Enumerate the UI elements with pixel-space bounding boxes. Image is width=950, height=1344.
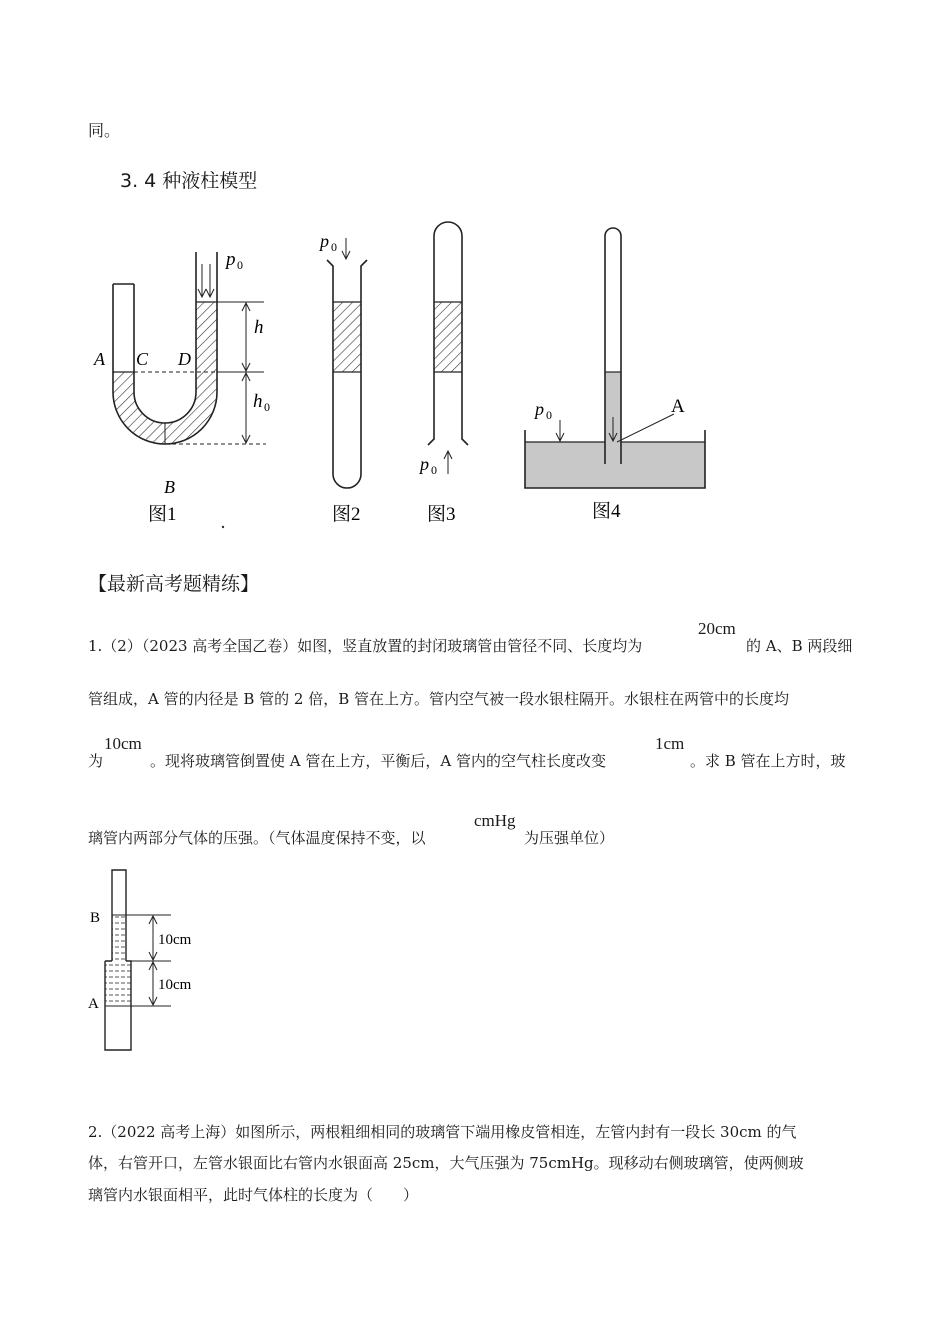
fig1-h-label: h <box>254 317 264 338</box>
q1-value-1cm: 1cm <box>655 734 685 753</box>
q1-fig-label-A: A <box>88 996 99 1012</box>
q1-line2: 管组成，A 管的内径是 B 管的 2 倍，B 管在上方。管内空气被一段水银柱隔开。水银柱在两管中的长度均 <box>88 690 790 708</box>
liquid-column-models-figure <box>86 212 726 537</box>
q1-line1a: 1.（2）（2023 高考全国乙卷）如图，竖直放置的封闭玻璃管由管径不同、长度均为 <box>88 637 643 655</box>
figure-3-inverted-tube <box>418 222 468 525</box>
fig4-p0-sub: 0 <box>546 408 552 422</box>
q1-value-10cm: 10cm <box>104 734 142 753</box>
q1-line3b: 。现将玻璃管倒置使 A 管在上方，平衡后，A 管内的空气柱长度改变 <box>150 752 606 770</box>
fig1-h0-label: h <box>253 391 263 412</box>
q1-fig-dim-bottom: 10cm <box>158 977 192 993</box>
q2-line3: 璃管内水银面相平，此时气体柱的长度为（ ） <box>88 1186 419 1204</box>
fig3-p0-sub: 0 <box>431 463 437 477</box>
fig1-p0-label: p <box>226 249 236 270</box>
q1-line4a: 璃管内两部分气体的压强。（气体温度保持不变，以 <box>88 829 426 847</box>
q1-line3a: 为 <box>88 752 104 770</box>
intro-tail-text: 同。 <box>88 121 121 140</box>
fig1-h0-sub: 0 <box>264 400 270 414</box>
q1-line3c: 。求 B 管在上方时，玻 <box>690 752 846 770</box>
q1-fig-label-B: B <box>90 910 101 926</box>
practice-heading: 【最新高考题精练】 <box>88 573 260 595</box>
q2-line2: 体，右管开口，左管水银面比右管内水银面高 25cm，大气压强为 75cmHg。现移动右侧玻璃管，使两侧玻 <box>88 1154 804 1172</box>
q1-fig-dim-top: 10cm <box>158 932 192 948</box>
fig1-p0-sub: 0 <box>237 258 243 272</box>
fig2-p0-label: p <box>320 231 329 251</box>
fig4-p0-label: p <box>535 399 544 419</box>
section-heading: 3. 4 种液柱模型 <box>120 170 258 192</box>
q1-line4b: 为压强单位） <box>524 829 615 847</box>
fig3-caption: 图3 <box>427 504 456 525</box>
q1-unit-cmHg: cmHg <box>474 811 516 830</box>
q2-line1: 2.（2022 高考上海）如图所示，两根粗细相同的玻璃管下端用橡皮管相连，左管内封有一段长 30cm 的气 <box>88 1123 797 1141</box>
figure-2-test-tube <box>318 231 367 525</box>
q1-tube-figure <box>85 866 235 1056</box>
figure-1-u-tube <box>93 249 270 528</box>
fig3-p0-label: p <box>420 454 429 474</box>
fig4-caption: 图4 <box>592 501 621 522</box>
fig1-D-label: D <box>178 349 191 369</box>
fig1-C-label: C <box>136 349 149 369</box>
q1-value-20cm: 20cm <box>698 619 736 638</box>
fig4-A-label: A <box>671 396 685 417</box>
figure-4-barometer <box>525 228 705 522</box>
fig2-caption: 图2 <box>332 504 361 525</box>
q1-line1b: 的 A、B 两段细 <box>746 637 853 655</box>
fig1-caption: 图1 <box>148 504 177 525</box>
fig1-A-label: A <box>94 349 105 369</box>
fig1-B-label: B <box>164 477 175 497</box>
fig2-p0-sub: 0 <box>331 240 337 254</box>
